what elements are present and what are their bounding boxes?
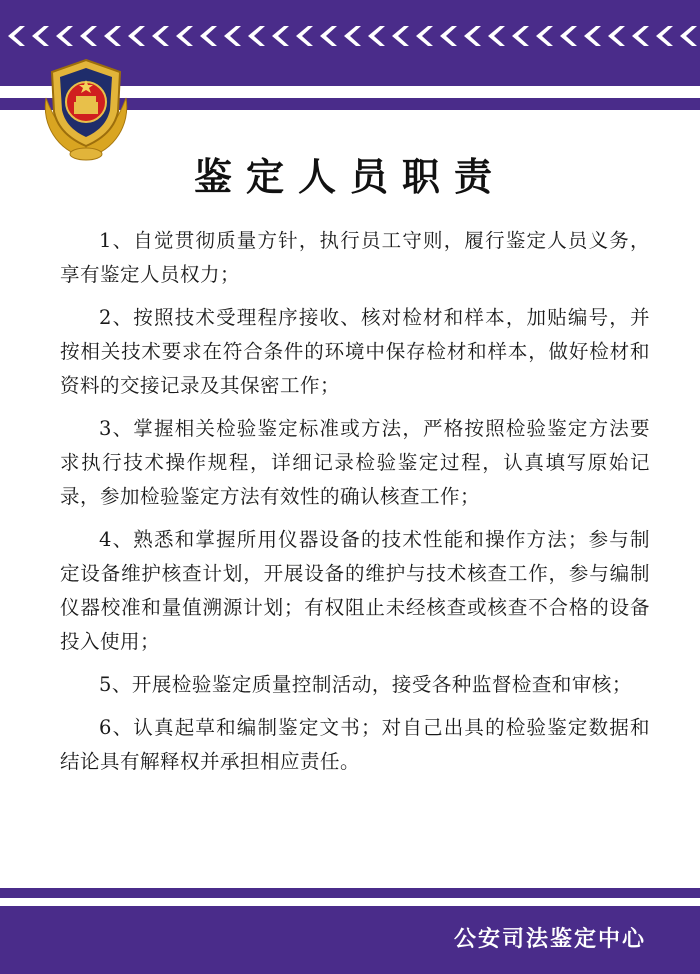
chevron-left-icon [344, 26, 361, 46]
chevron-left-icon [176, 26, 193, 46]
chevron-left-icon [416, 26, 433, 46]
chevron-left-icon [104, 26, 121, 46]
duty-item: 5、开展检验鉴定质量控制活动，接受各种监督检查和审核； [99, 673, 632, 696]
chevron-left-icon [248, 26, 265, 46]
footer-org: 公安司法鉴定中心 [453, 926, 646, 952]
page-title: 鉴定人员职责 [193, 154, 506, 199]
chevron-left-icon [200, 26, 217, 46]
duty-item: 2、按照技术受理程序接收、核对检材和样本，加贴编号，并按相关技术要求在符合条件的环境中保存检材和样本，做好检材和资料的交接记录及其保密工作； [60, 306, 650, 397]
duty-item: 1、自觉贯彻质量方针，执行员工守则，履行鉴定人员义务，享有鉴定人员权力； [60, 229, 650, 286]
chevron-left-icon [296, 26, 313, 46]
footer-stripe [0, 888, 700, 898]
duties-list [60, 224, 650, 788]
chevron-left-icon [440, 26, 457, 46]
chevron-left-icon [632, 26, 649, 46]
chevron-left-icon [464, 26, 481, 46]
chevron-row [0, 22, 700, 50]
duty-item: 4、熟悉和掌握所用仪器设备的技术性能和操作方法；参与制定设备维护核查计划，开展设备的维护与技术核查工作，参与编制仪器校准和量值溯源计划；有权阻止未经核查或核查不合格的设备投入使用； [60, 528, 650, 653]
chevron-left-icon [584, 26, 601, 46]
chevron-left-icon [8, 26, 25, 46]
chevron-left-icon [272, 26, 289, 46]
chevron-left-icon [512, 26, 529, 46]
chevron-left-icon [680, 26, 697, 46]
chevron-left-icon [536, 26, 553, 46]
chevron-left-icon [320, 26, 337, 46]
chevron-left-icon [56, 26, 73, 46]
chevron-left-icon [152, 26, 169, 46]
chevron-left-icon [392, 26, 409, 46]
chevron-left-icon [224, 26, 241, 46]
chevron-left-icon [368, 26, 385, 46]
chevron-left-icon [656, 26, 673, 46]
chevron-left-icon [488, 26, 505, 46]
chevron-left-icon [128, 26, 145, 46]
chevron-left-icon [608, 26, 625, 46]
duty-item: 6、认真起草和编制鉴定文书；对自己出具的检验鉴定数据和结论具有解释权并承担相应责任。 [60, 716, 650, 773]
chevron-left-icon [32, 26, 49, 46]
chevron-left-icon [80, 26, 97, 46]
duty-item: 3、掌握相关检验鉴定标准或方法，严格按照检验鉴定方法要求执行技术操作规程，详细记录检验鉴定过程，认真填写原始记录，参加检验鉴定方法有效性的确认核查工作； [60, 417, 650, 508]
chevron-left-icon [560, 26, 577, 46]
